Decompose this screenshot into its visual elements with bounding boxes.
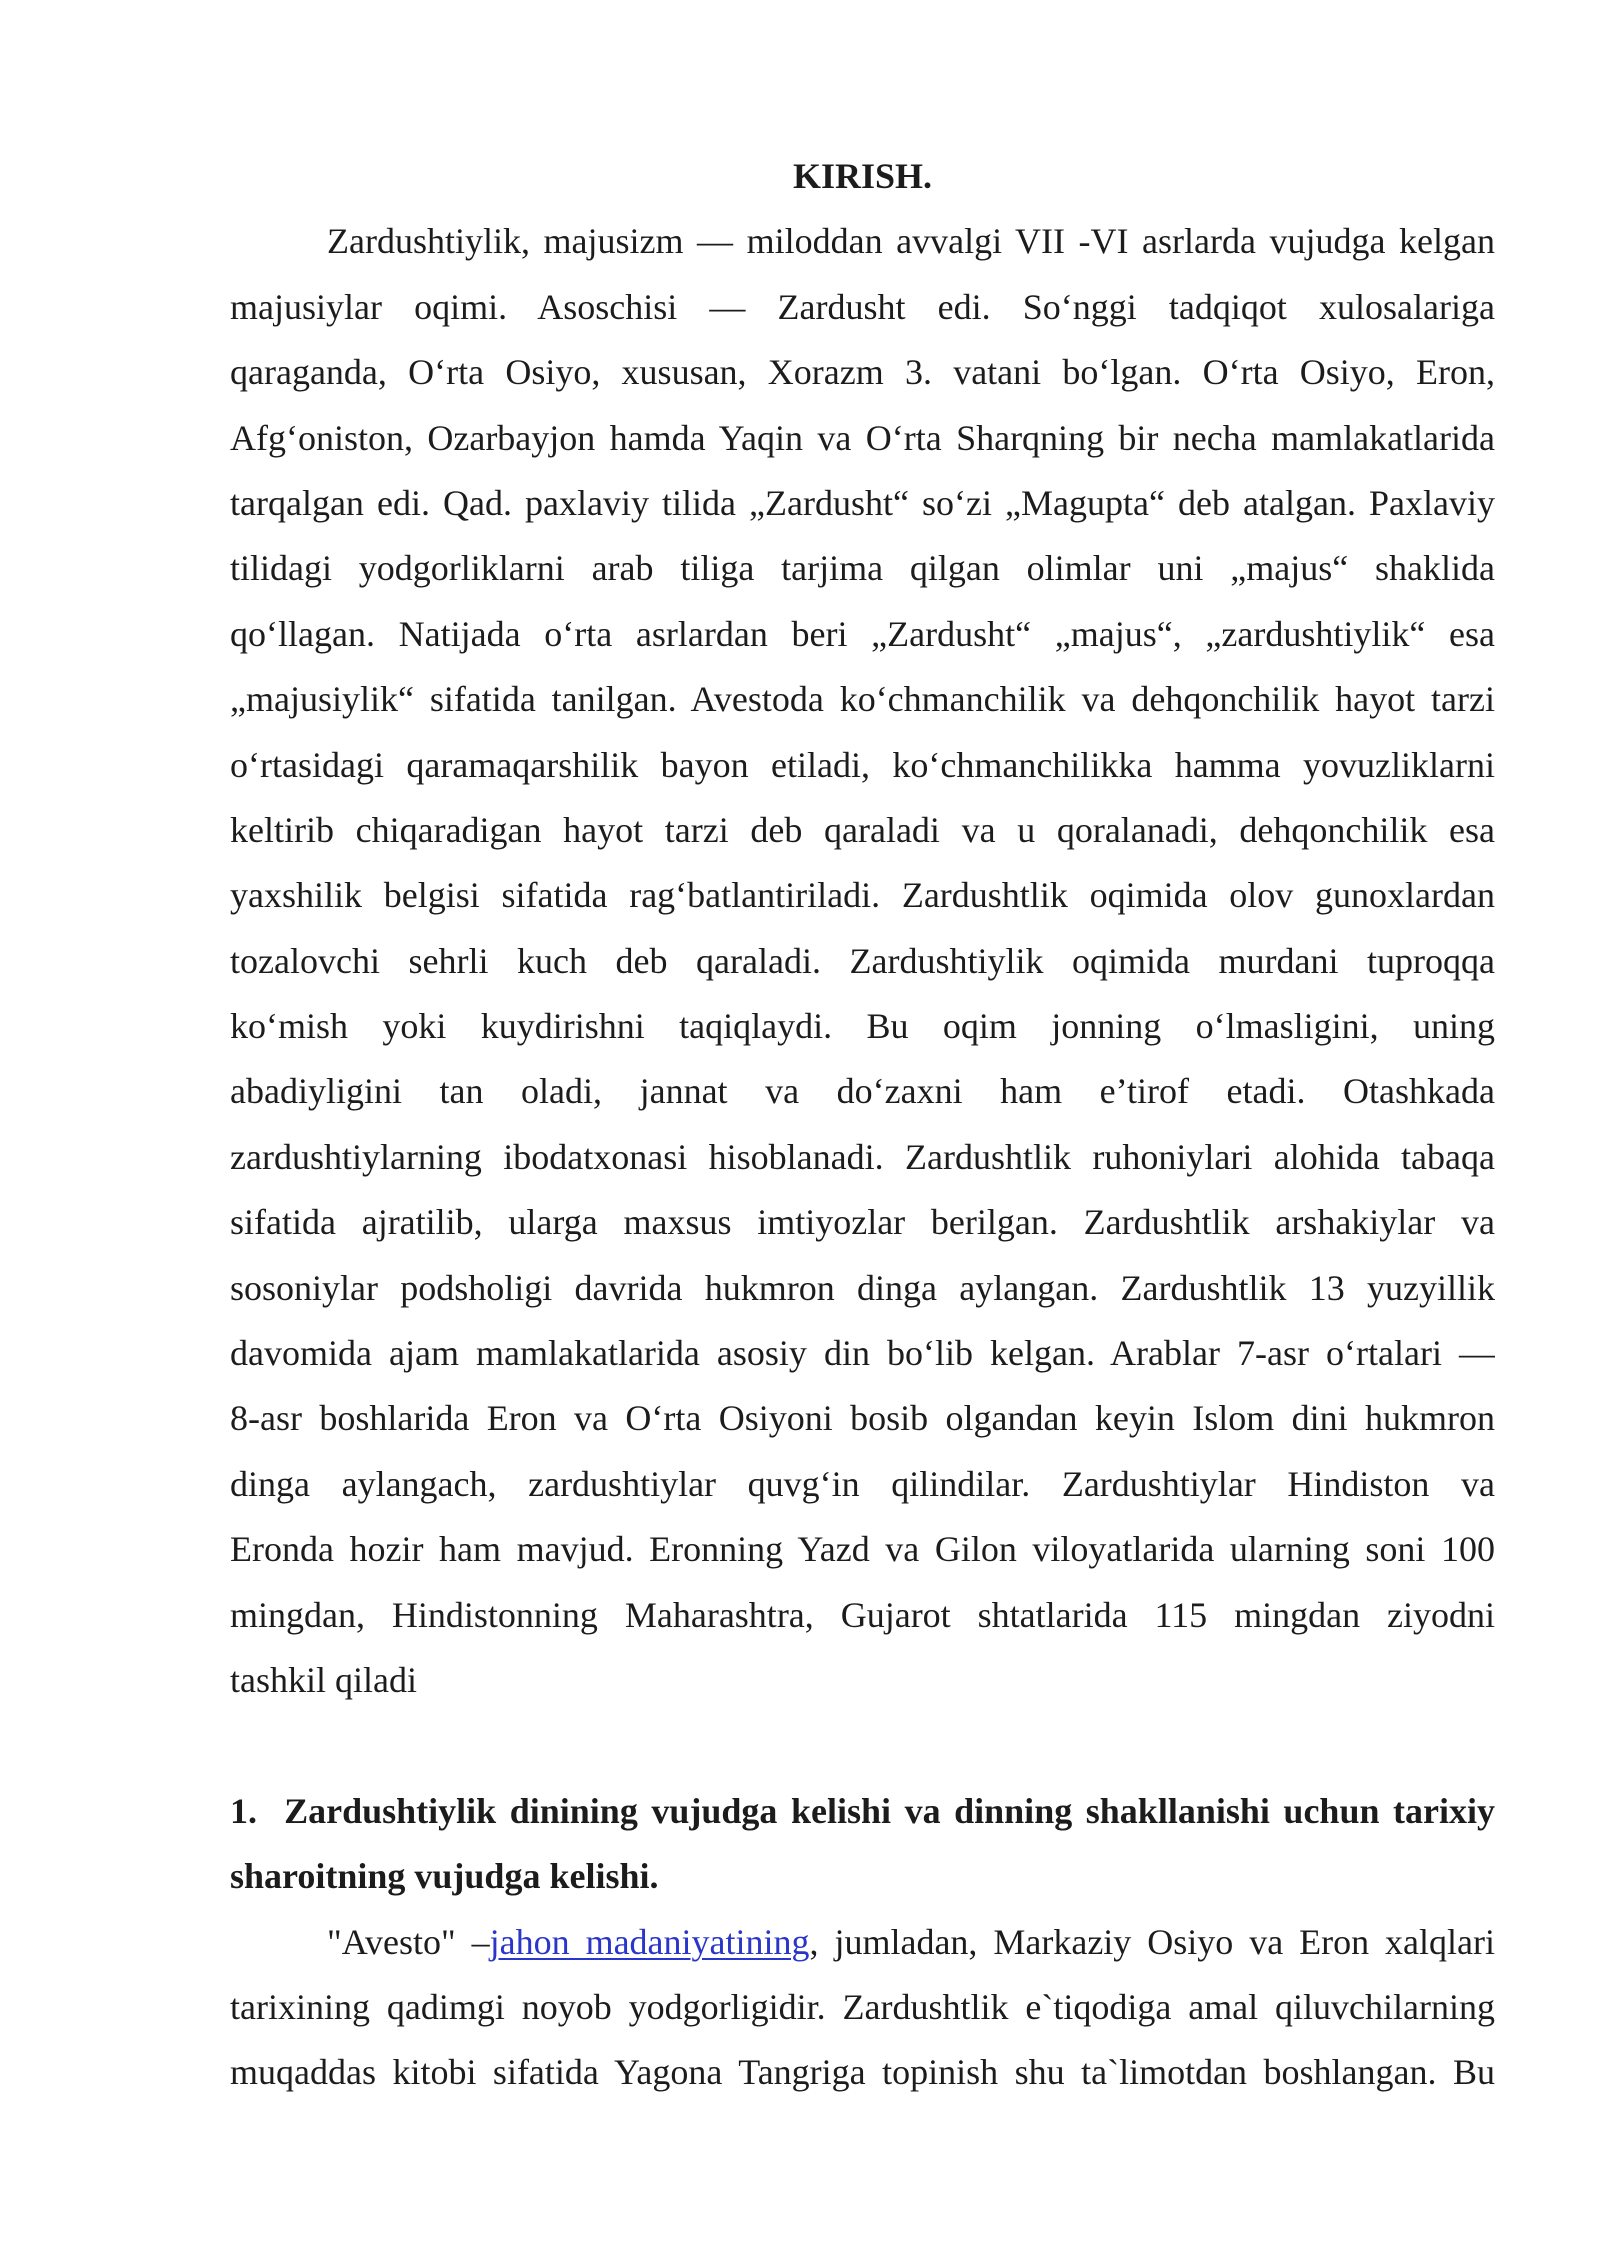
heading-line [230,1779,1495,1844]
paragraph-line: tilidagi yodgorliklarni arab tiliga tarjima qilgan olimlar uni „majus“ shaklida [230,548,1495,589]
section-paragraph [230,1910,1495,2106]
paragraph-line: sifatida ajratilib, ularga maxsus imtiyozlar berilgan. Zardushtlik arshakiylar va [230,1202,1495,1243]
heading-number: 1. [230,1790,257,1831]
document-body [230,144,1495,2106]
blank-line [230,1713,1495,1778]
document-title: KIRISH. [792,156,933,196]
paragraph-line: qo‘llagan. Natijada o‘rta asrlardan beri „Zardusht“ „majus“, „zardushtiylik“ esa [230,613,1495,654]
heading-line: sharoitning vujudga kelishi. [230,1856,659,1897]
paragraph-text: , jumladan, Markaziy Osiyo va Eron xalqlari [809,1921,1495,1962]
section-heading [230,1779,1495,1910]
paragraph-text: "Avesto" – [327,1921,490,1962]
paragraph-line: tashkil qiladi [230,1659,417,1700]
paragraph-line: „majusiylik“ sifatida tanilgan. Avestoda ko‘chmanchilik va dehqonchilik hayot tarzi [230,679,1495,720]
paragraph-line: mingdan, Hindistonning Maharashtra, Gujarot shtatlarida 115 mingdan ziyodni [230,1594,1495,1635]
paragraph-line: muqaddas kitobi sifatida Yagona Tangriga topinish shu ta`limotdan boshlangan. Bu [230,2052,1495,2093]
paragraph-line: sosoniylar podsholigi davrida hukmron dinga aylangan. Zardushtlik 13 yuzyillik [230,1267,1495,1308]
paragraph-line: tozalovchi sehrli kuch deb qaraladi. Zardushtiylik oqimida murdani tuproqqa [230,940,1495,981]
hyperlink-jahon-madaniyatining[interactable]: jahon madaniyatining [489,1921,810,1962]
paragraph-line: Eronda hozir ham mavjud. Eronning Yazd va Gilon viloyatlarida ularning soni 100 [230,1529,1495,1570]
intro-paragraph [230,209,1495,1713]
paragraph-line: keltirib chiqaradigan hayot tarzi deb qaraladi va u qoralanadi, dehqonchilik esa [230,809,1495,850]
paragraph-line: zardushtiylarning ibodatxonasi hisoblanadi. Zardushtlik ruhoniylari alohida tabaqa [230,1136,1495,1177]
heading-text: Zardushtiylik dinining vujudga kelishi va dinning shakllanishi uchun tarixiy [284,1790,1495,1831]
paragraph-line: ko‘mish yoki kuydirishni taqiqlaydi. Bu oqim jonning o‘lmasligini, uning [230,1006,1495,1047]
paragraph-line: 8-asr boshlarida Eron va O‘rta Osiyoni bosib olgandan keyin Islom dini hukmron [230,1398,1495,1439]
paragraph-line: dinga aylangach, zardushtiylar quvg‘in qilindilar. Zardushtiylar Hindiston va [230,1463,1495,1504]
paragraph-line: abadiyligini tan oladi, jannat va do‘zaxni ham e’tirof etadi. Otashkada [230,1071,1495,1112]
paragraph-line: Zardushtiylik, majusizm — miloddan avvalgi VII -VI asrlarda vujudga kelgan [327,221,1495,262]
paragraph-line: majusiylar oqimi. Asoschisi — Zardusht edi. So‘nggi tadqiqot xulosalariga [230,286,1495,327]
paragraph-line: tarqalgan edi. Qad. paxlaviy tilida „Zardusht“ so‘zi „Magupta“ deb atalgan. Paxlaviy [230,482,1495,523]
paragraph-line: yaxshilik belgisi sifatida rag‘batlantiriladi. Zardushtlik oqimida olov gunoxlardan [230,875,1495,916]
paragraph-line: tarixining qadimgi noyob yodgorligidir. Zardushtlik e`tiqodiga amal qiluvchilarning [230,1986,1495,2027]
paragraph-line: davomida ajam mamlakatlarida asosiy din bo‘lib kelgan. Arablar 7-asr o‘rtalari — [230,1333,1495,1374]
paragraph-line [230,1910,1495,1975]
paragraph-line: Afg‘oniston, Ozarbayjon hamda Yaqin va O‘rta Sharqning bir necha mamlakatlarida [230,417,1495,458]
paragraph-line: o‘rtasidagi qaramaqarshilik bayon etiladi, ko‘chmanchilikka hamma yovuzliklarni [230,744,1495,785]
paragraph-line: qaraganda, O‘rta Osiyo, xususan, Xorazm 3. vatani bo‘lgan. O‘rta Osiyo, Eron, [230,352,1495,393]
